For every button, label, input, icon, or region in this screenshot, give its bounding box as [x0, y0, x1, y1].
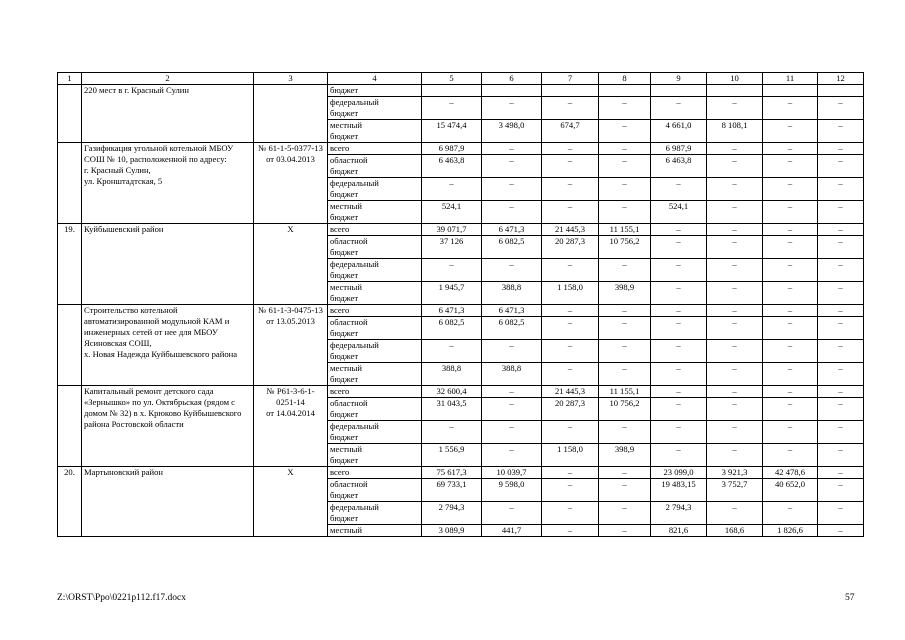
- table-row: [58, 224, 864, 236]
- value-cell: –: [707, 143, 763, 155]
- value-cell: 1 945,7: [422, 282, 482, 305]
- header-cell: 1: [58, 73, 82, 85]
- value-cell: 20 287,3: [542, 236, 599, 259]
- funding-source: федеральный бюджет: [328, 421, 422, 444]
- value-cell: –: [651, 236, 707, 259]
- value-cell: –: [599, 97, 651, 120]
- value-cell: –: [763, 97, 818, 120]
- value-cell: 32 600,4: [422, 386, 482, 398]
- value-cell: –: [818, 143, 864, 155]
- value-cell: 6 082,5: [482, 236, 542, 259]
- value-cell: 6 987,9: [651, 143, 707, 155]
- value-cell: –: [542, 143, 599, 155]
- value-cell: –: [763, 282, 818, 305]
- table-header-row: [58, 73, 864, 85]
- value-cell: 69 733,1: [422, 479, 482, 502]
- value-cell: –: [707, 178, 763, 201]
- row-number: [58, 305, 82, 386]
- value-cell: 23 099,0: [651, 467, 707, 479]
- value-cell: –: [482, 143, 542, 155]
- value-cell: –: [599, 201, 651, 224]
- value-cell: –: [651, 259, 707, 282]
- value-cell: –: [707, 282, 763, 305]
- value-cell: –: [707, 363, 763, 386]
- value-cell: 4 661,0: [651, 120, 707, 143]
- value-cell: 10 756,2: [599, 236, 651, 259]
- value-cell: –: [707, 502, 763, 525]
- value-cell: –: [422, 259, 482, 282]
- funding-source: областной бюджет: [328, 236, 422, 259]
- value-cell: –: [599, 155, 651, 178]
- value-cell: –: [482, 201, 542, 224]
- value-cell: –: [422, 97, 482, 120]
- value-cell: –: [651, 317, 707, 340]
- value-cell: 441,7: [482, 525, 542, 537]
- header-cell: 11: [763, 73, 818, 85]
- value-cell: –: [818, 479, 864, 502]
- value-cell: 6 471,3: [422, 305, 482, 317]
- value-cell: 40 652,0: [763, 479, 818, 502]
- object-name: Капитальный ремонт детского сада «Зернышко» по ул. Октябрьская (рядом с домом № 32) в х. Крюково Куйбышевского района Ростовской области: [82, 386, 254, 467]
- header-cell: 12: [818, 73, 864, 85]
- value-cell: –: [599, 178, 651, 201]
- value-cell: 388,8: [482, 282, 542, 305]
- value-cell: –: [763, 178, 818, 201]
- funding-source: всего: [328, 467, 422, 479]
- funding-source: всего: [328, 305, 422, 317]
- funding-source: областной бюджет: [328, 398, 422, 421]
- value-cell: –: [542, 340, 599, 363]
- value-cell: –: [707, 155, 763, 178]
- value-cell: 20 287,3: [542, 398, 599, 421]
- header-cell: 5: [422, 73, 482, 85]
- value-cell: –: [707, 398, 763, 421]
- value-cell: –: [763, 120, 818, 143]
- value-cell: –: [542, 525, 599, 537]
- header-cell: 9: [651, 73, 707, 85]
- value-cell: –: [482, 421, 542, 444]
- footer-page-number: 57: [845, 593, 855, 603]
- value-cell: 6 082,5: [482, 317, 542, 340]
- value-cell: –: [818, 224, 864, 236]
- value-cell: 10 039,7: [482, 467, 542, 479]
- value-cell: –: [542, 97, 599, 120]
- value-cell: –: [482, 502, 542, 525]
- value-cell: –: [763, 236, 818, 259]
- value-cell: –: [763, 340, 818, 363]
- value-cell: 821,6: [651, 525, 707, 537]
- value-cell: –: [599, 143, 651, 155]
- value-cell: 8 108,1: [707, 120, 763, 143]
- value-cell: –: [707, 201, 763, 224]
- value-cell: 524,1: [422, 201, 482, 224]
- header-cell: 3: [254, 73, 328, 85]
- value-cell: –: [651, 97, 707, 120]
- value-cell: –: [818, 120, 864, 143]
- funding-source: всего: [328, 224, 422, 236]
- table-row: [58, 305, 864, 317]
- funding-source: федеральный бюджет: [328, 178, 422, 201]
- value-cell: –: [482, 259, 542, 282]
- funding-source: местный бюджет: [328, 120, 422, 143]
- value-cell: –: [763, 259, 818, 282]
- value-cell: –: [651, 421, 707, 444]
- value-cell: [818, 85, 864, 97]
- value-cell: –: [599, 479, 651, 502]
- value-cell: 6 463,8: [422, 155, 482, 178]
- funding-source: местный бюджет: [328, 444, 422, 467]
- value-cell: –: [707, 317, 763, 340]
- value-cell: 15 474,4: [422, 120, 482, 143]
- row-number: [58, 386, 82, 467]
- value-cell: 3 921,3: [707, 467, 763, 479]
- value-cell: –: [818, 525, 864, 537]
- value-cell: –: [542, 178, 599, 201]
- value-cell: –: [818, 155, 864, 178]
- value-cell: –: [542, 479, 599, 502]
- value-cell: –: [763, 305, 818, 317]
- value-cell: –: [422, 340, 482, 363]
- value-cell: 674,7: [542, 120, 599, 143]
- value-cell: 1 826,6: [763, 525, 818, 537]
- value-cell: 6 471,3: [482, 305, 542, 317]
- object-name: Газификация угольной котельной МБОУ СОШ № 10, расположенной по адресу: г. Красный Сулин, ул. Кронштадтская, 5: [82, 143, 254, 224]
- value-cell: –: [542, 155, 599, 178]
- value-cell: –: [542, 259, 599, 282]
- value-cell: –: [763, 363, 818, 386]
- value-cell: –: [763, 317, 818, 340]
- value-cell: –: [542, 305, 599, 317]
- value-cell: –: [818, 340, 864, 363]
- footer-file-path: Z:\ORST\Ppo\0221p112.f17.docx: [57, 593, 186, 603]
- value-cell: –: [422, 178, 482, 201]
- value-cell: –: [651, 386, 707, 398]
- row-number: [58, 85, 82, 143]
- value-cell: –: [818, 259, 864, 282]
- value-cell: –: [542, 467, 599, 479]
- value-cell: 10 756,2: [599, 398, 651, 421]
- value-cell: –: [599, 421, 651, 444]
- value-cell: –: [651, 398, 707, 421]
- value-cell: 21 445,3: [542, 224, 599, 236]
- value-cell: –: [599, 317, 651, 340]
- value-cell: [542, 85, 599, 97]
- value-cell: –: [542, 201, 599, 224]
- value-cell: –: [707, 444, 763, 467]
- value-cell: 42 478,6: [763, 467, 818, 479]
- value-cell: [707, 85, 763, 97]
- value-cell: –: [651, 178, 707, 201]
- value-cell: –: [763, 386, 818, 398]
- value-cell: –: [651, 224, 707, 236]
- value-cell: –: [818, 467, 864, 479]
- value-cell: 11 155,1: [599, 386, 651, 398]
- value-cell: 11 155,1: [599, 224, 651, 236]
- value-cell: –: [599, 467, 651, 479]
- object-name: Строительство котельной автоматизированной модульной КАМ и инженерных сетей от нее для МБОУ Ясиновская СОШ, х. Новая Надежда Куйбышевского района: [82, 305, 254, 386]
- value-cell: –: [542, 502, 599, 525]
- funding-source: федеральный бюджет: [328, 340, 422, 363]
- budget-table: [57, 72, 864, 537]
- value-cell: 388,8: [482, 363, 542, 386]
- value-cell: –: [707, 340, 763, 363]
- value-cell: 3 089,9: [422, 525, 482, 537]
- value-cell: –: [818, 305, 864, 317]
- value-cell: 1 158,0: [542, 444, 599, 467]
- funding-source: местный бюджет: [328, 282, 422, 305]
- value-cell: 9 598,0: [482, 479, 542, 502]
- value-cell: –: [599, 525, 651, 537]
- value-cell: –: [599, 340, 651, 363]
- value-cell: –: [818, 97, 864, 120]
- object-name: Мартыновский район: [82, 467, 254, 537]
- table-row: [58, 467, 864, 479]
- value-cell: –: [818, 201, 864, 224]
- value-cell: –: [422, 421, 482, 444]
- header-cell: 7: [542, 73, 599, 85]
- value-cell: [482, 85, 542, 97]
- value-cell: 1 556,9: [422, 444, 482, 467]
- registration: № Р61-3-6-1- 0251-14 от 14.04.2014: [254, 386, 328, 467]
- value-cell: –: [818, 317, 864, 340]
- value-cell: 6 463,8: [651, 155, 707, 178]
- value-cell: –: [763, 502, 818, 525]
- value-cell: –: [599, 502, 651, 525]
- value-cell: –: [482, 155, 542, 178]
- value-cell: –: [482, 178, 542, 201]
- funding-source: бюджет: [328, 85, 422, 97]
- value-cell: –: [707, 224, 763, 236]
- value-cell: –: [818, 444, 864, 467]
- value-cell: –: [763, 421, 818, 444]
- value-cell: –: [599, 259, 651, 282]
- funding-source: всего: [328, 386, 422, 398]
- funding-source: областной бюджет: [328, 155, 422, 178]
- value-cell: –: [818, 178, 864, 201]
- value-cell: –: [599, 305, 651, 317]
- value-cell: 3 498,0: [482, 120, 542, 143]
- value-cell: –: [818, 502, 864, 525]
- value-cell: 2 794,3: [422, 502, 482, 525]
- value-cell: 19 483,15: [651, 479, 707, 502]
- value-cell: 21 445,3: [542, 386, 599, 398]
- value-cell: 31 043,5: [422, 398, 482, 421]
- header-cell: 8: [599, 73, 651, 85]
- value-cell: –: [482, 97, 542, 120]
- value-cell: –: [818, 236, 864, 259]
- value-cell: –: [707, 97, 763, 120]
- registration: № 61-1-5-0377-13 от 03.04.2013: [254, 143, 328, 224]
- table-row: [58, 143, 864, 155]
- value-cell: –: [707, 421, 763, 444]
- value-cell: 524,1: [651, 201, 707, 224]
- value-cell: –: [707, 305, 763, 317]
- value-cell: –: [599, 363, 651, 386]
- value-cell: 6 471,3: [482, 224, 542, 236]
- value-cell: 39 071,7: [422, 224, 482, 236]
- header-cell: 6: [482, 73, 542, 85]
- value-cell: 3 752,7: [707, 479, 763, 502]
- value-cell: –: [482, 444, 542, 467]
- value-cell: –: [818, 282, 864, 305]
- value-cell: –: [651, 282, 707, 305]
- value-cell: [651, 85, 707, 97]
- value-cell: –: [599, 120, 651, 143]
- value-cell: –: [763, 224, 818, 236]
- funding-source: областной бюджет: [328, 479, 422, 502]
- row-number: 19.: [58, 224, 82, 305]
- value-cell: 388,8: [422, 363, 482, 386]
- value-cell: –: [763, 143, 818, 155]
- object-name: 220 мест в г. Красный Сулин: [82, 85, 254, 143]
- value-cell: –: [818, 386, 864, 398]
- value-cell: –: [542, 317, 599, 340]
- funding-source: областной бюджет: [328, 317, 422, 340]
- value-cell: –: [651, 340, 707, 363]
- header-cell: 2: [82, 73, 254, 85]
- value-cell: –: [763, 155, 818, 178]
- object-name: Куйбышевский район: [82, 224, 254, 305]
- funding-source: местный бюджет: [328, 363, 422, 386]
- funding-source: местный бюджет: [328, 201, 422, 224]
- value-cell: –: [818, 398, 864, 421]
- registration: № 61-1-3-0475-13 от 13.05.2013: [254, 305, 328, 386]
- value-cell: –: [707, 259, 763, 282]
- value-cell: –: [707, 386, 763, 398]
- funding-source: местный: [328, 525, 422, 537]
- value-cell: –: [818, 363, 864, 386]
- funding-source: всего: [328, 143, 422, 155]
- registration: X: [254, 467, 328, 537]
- value-cell: 398,9: [599, 282, 651, 305]
- header-cell: 10: [707, 73, 763, 85]
- value-cell: 6 987,9: [422, 143, 482, 155]
- value-cell: 1 158,0: [542, 282, 599, 305]
- registration: [254, 85, 328, 143]
- funding-source: федеральный бюджет: [328, 97, 422, 120]
- value-cell: –: [482, 340, 542, 363]
- value-cell: –: [651, 363, 707, 386]
- funding-source: федеральный бюджет: [328, 259, 422, 282]
- value-cell: –: [763, 201, 818, 224]
- value-cell: [599, 85, 651, 97]
- value-cell: 168,6: [707, 525, 763, 537]
- value-cell: –: [542, 363, 599, 386]
- value-cell: –: [651, 444, 707, 467]
- value-cell: [422, 85, 482, 97]
- value-cell: –: [763, 444, 818, 467]
- row-number: [58, 143, 82, 224]
- value-cell: –: [482, 386, 542, 398]
- row-number: 20.: [58, 467, 82, 537]
- value-cell: 2 794,3: [651, 502, 707, 525]
- value-cell: –: [818, 421, 864, 444]
- value-cell: –: [763, 398, 818, 421]
- value-cell: [763, 85, 818, 97]
- value-cell: 398,9: [599, 444, 651, 467]
- value-cell: –: [707, 236, 763, 259]
- value-cell: 37 126: [422, 236, 482, 259]
- value-cell: 75 617,3: [422, 467, 482, 479]
- header-cell: 4: [328, 73, 422, 85]
- value-cell: –: [651, 305, 707, 317]
- value-cell: –: [542, 421, 599, 444]
- funding-source: федеральный бюджет: [328, 502, 422, 525]
- table-row: [58, 85, 864, 97]
- table-row: [58, 386, 864, 398]
- value-cell: 6 082,5: [422, 317, 482, 340]
- value-cell: –: [482, 398, 542, 421]
- registration: X: [254, 224, 328, 305]
